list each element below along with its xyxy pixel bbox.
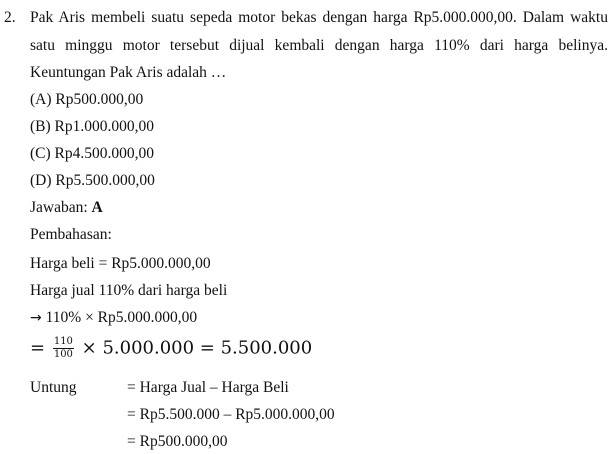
profit-step-1: = Harga Jual – Harga Beli bbox=[127, 379, 289, 396]
profit-step-3: = Rp500.000,00 bbox=[127, 433, 228, 450]
math-equation bbox=[30, 336, 312, 361]
option-b bbox=[30, 117, 154, 137]
question-line-1: Pak Aris membeli suatu sepeda motor bekas dengan harga Rp5.000.000,00. Dalam waktu bbox=[30, 9, 608, 26]
profit-step-2: = Rp5.500.000 – Rp5.000.000,00 bbox=[127, 406, 335, 423]
arrow-icon: → bbox=[30, 310, 42, 326]
buy-price: Harga beli = Rp5.000.000,00 bbox=[30, 255, 211, 272]
math-equals: = bbox=[30, 337, 46, 359]
option-d-text: Rp5.500.000,00 bbox=[55, 172, 155, 189]
math-numerator: 110 bbox=[53, 336, 73, 347]
option-b-label: (B) bbox=[30, 118, 51, 135]
option-c-text: Rp4.500.000,00 bbox=[54, 145, 155, 162]
answer-label: Jawaban: bbox=[30, 199, 88, 216]
option-b-text: Rp1.000.000,00 bbox=[54, 118, 155, 135]
option-c-label: (C) bbox=[30, 145, 51, 162]
sell-calc-text: 110% × Rp5.000.000,00 bbox=[45, 309, 198, 326]
option-a-label: (A) bbox=[30, 91, 52, 108]
math-denominator: 100 bbox=[53, 349, 73, 360]
profit-row-1 bbox=[30, 378, 289, 398]
option-c bbox=[30, 144, 154, 164]
option-d-label: (D) bbox=[30, 172, 52, 189]
sell-calculation bbox=[30, 308, 197, 328]
answer-value: A bbox=[91, 199, 103, 216]
option-d bbox=[30, 171, 155, 191]
question-line-3: Keuntungan Pak Aris adalah … bbox=[30, 64, 227, 81]
math-rest: × 5.000.000 = 5.500.000 bbox=[81, 337, 313, 359]
question-line-2: satu minggu motor tersebut dijual kembali dengan harga 110% dari harga belinya. bbox=[30, 37, 608, 54]
discussion-title: Pembahasan: bbox=[30, 226, 112, 243]
option-a-text: Rp500.000,00 bbox=[55, 91, 144, 108]
math-fraction bbox=[53, 336, 74, 361]
profit-label: Untung bbox=[30, 379, 77, 396]
sell-description: Harga jual 110% dari harga beli bbox=[30, 282, 228, 299]
option-a bbox=[30, 90, 143, 110]
answer bbox=[30, 198, 103, 218]
question-number: 2. bbox=[4, 9, 16, 26]
